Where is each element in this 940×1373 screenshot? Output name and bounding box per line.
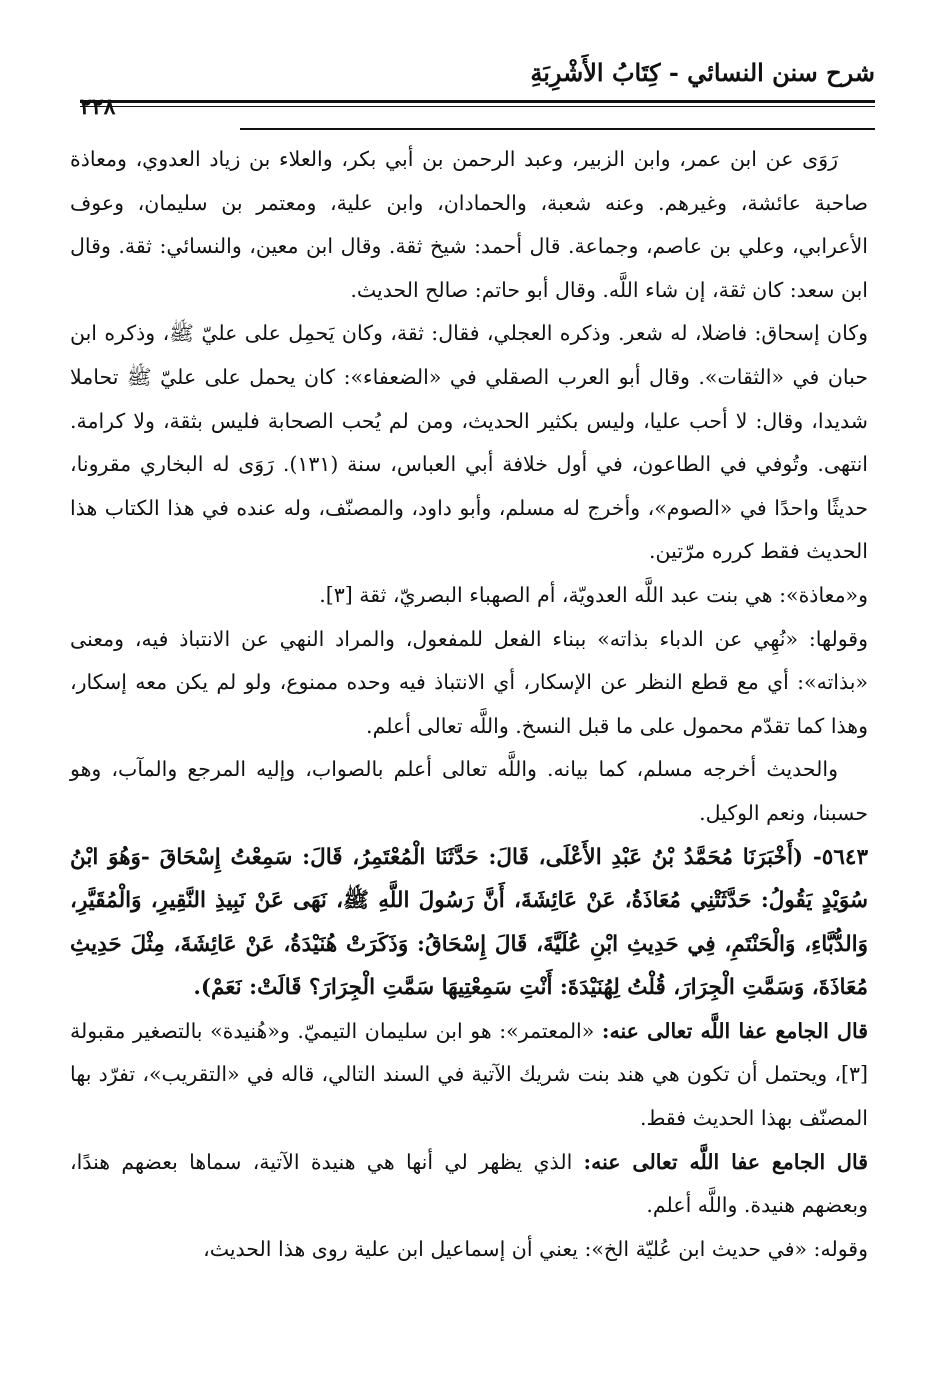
paragraph-commentary-1	[70, 1010, 868, 1141]
paragraph-ishaq-notes: وكان إسحاق: فاضلا، له شعر. وذكره العجلي، فقال: ثقة، وكان يَحمِل على عليّ ﷺ، وذكره ابن حبان في «الثقات». وقال أبو العرب الصقلي في «الضعفاء»: كان يحمل على عليّ ﷺ تحاملا شديدا، وقال: لا أحب عليا، وليس بكثير الحديث، ومن لم يُحب الصحابة فليس بثقة، ولا كرامة. انتهى. وتُوفي في الطاعون، في أول خلافة أبي العباس، سنة (١٣١). رَوَى له البخاري مقرونا، حديثًا واحدًا في «الصوم»، وأخرج له مسلم، وأبو داود، والمصنّف، وله عنده في هذا الكتاب هذا الحديث فقط كرره مرّتين.	[70, 321, 868, 564]
header-rule-thin	[80, 106, 875, 107]
paragraph-muadha: و«معاذة»: هي بنت عبد اللَّه العدويّة، أم الصهباء البصريّ، ثقة [٣].	[319, 582, 868, 607]
paragraph-explanation: وقولها: «نُهِي عن الدباء بذاته» ببناء الفعل للمفعول، والمراد النهي عن الانتباذ فيه، ومعنى «بذاته»: أي مع قطع النظر عن الإسكار، أي الانتباذ فيه وحده ممنوع، ولو لم يكن معه إسكار، وهذا كما تقدّم محمول على ما قبل النسخ. واللَّه تعالى أعلم.	[70, 626, 868, 738]
paragraph-narrator-bio: رَوَى عن ابن عمر، وابن الزبير، وعبد الرحمن بن أبي بكر، والعلاء بن زياد العدوي، ومعاذة صاحبة عائشة، وغيرهم. وعنه شعبة، والحمادان، وابن علية، ومعتمر بن سليمان، وعوف الأعرابي، وعلي بن عاصم، وجماعة. قال أحمد: شيخ ثقة. وقال ابن معين، والنسائي: ثقة. وقال ابن سعد: كان ثقة، إن شاء اللَّه. وقال أبو حاتم: صالح الحديث.	[70, 147, 868, 302]
header-rule-short	[240, 128, 875, 130]
paragraph-commentary-3: وقوله: «في حديث ابن عُليّة الخ»: يعني أن إسماعيل ابن علية روى هذا الحديث،	[203, 1236, 868, 1261]
hadith-text: ٥٦٤٣- (أَخْبَرَنَا مُحَمَّدُ بْنُ عَبْدِ الأَعْلَى، قَالَ: حَدَّثَنَا الْمُعْتَمِرُ، قَالَ: سَمِعْتُ إِسْحَاقَ -وَهُوَ ابْنُ سُوَيْدٍ يَقُولُ: حَدَّثَتْنِي مُعَاذَةُ، عَنْ عَائِشَةَ، أَنَّ رَسُولَ اللَّهِ ﷺ، نَهَى عَنْ نَبِيذِ النَّقِيرِ، وَالْمُقَيَّرِ، وَالدُّبَّاءِ، وَالْحَنْتَمِ، فِي حَدِيثِ ابْنِ عُلَيَّةَ، قَالَ إِسْحَاقُ: وَذَكَرَتْ هُنَيْدَةُ، عَنْ عَائِشَةَ، مِثْلَ حَدِيثِ مُعَاذَةَ، وَسَمَّتِ الْجِرَارَ، قُلْتُ لِهُنَيْدَةَ: أَنْتِ سَمِعْتِيهَا سَمَّتِ الْجِرَارَ؟ قَالَتْ: نَعَمْ).	[70, 844, 868, 1001]
commentary-lead: قال الجامع عفا اللَّه تعالى عنه:	[601, 1018, 868, 1043]
running-title: شرح سنن النسائي - كِتَابُ الأَشْرِبَةِ	[530, 58, 875, 87]
commentary-body: «المعتمر»: هو ابن سليمان التيميّ. و«هُنيدة» بالتصغير مقبولة [٣]، ويحتمل أن تكون هي هند بنت شريك الآتية في السند التالي، قاله في «التقريب»، تفرّد بها المصنّف بهذا الحديث فقط.	[70, 1018, 868, 1131]
commentary-body: الذي يظهر لي أنها هي هنيدة الآتية، سماها بعضهم هندًا، وبعضهم هنيدة. واللَّه أعلم.	[70, 1149, 868, 1218]
page-number: ٢٢٨	[80, 94, 116, 120]
paragraph-commentary-2	[70, 1141, 868, 1228]
running-header	[80, 58, 875, 120]
header-rule-top	[80, 100, 875, 103]
commentary-lead: قال الجامع عفا اللَّه تعالى عنه:	[583, 1149, 868, 1174]
body-text	[70, 138, 868, 1271]
paragraph-takhrij: والحديث أخرجه مسلم، كما بيانه. واللَّه تعالى أعلم بالصواب، وإليه المرجع والمآب، وهو حسبنا، ونعم الوكيل.	[70, 757, 868, 825]
